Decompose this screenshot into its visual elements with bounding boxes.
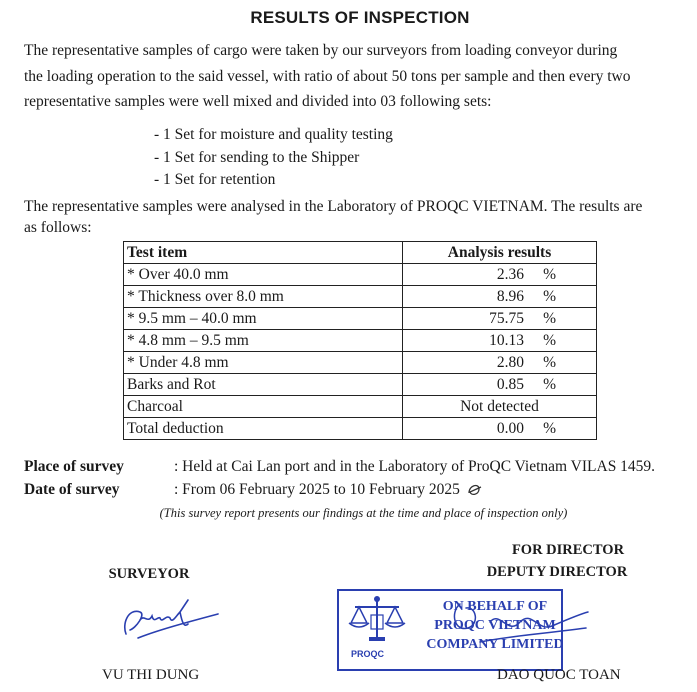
intro-line-3: representative samples were well mixed and divided into 03 following sets: [24,93,492,110]
table-row [124,352,597,374]
place-value: : Held at Cai Lan port and in the Laboratory of ProQC Vietnam VILAS 1459. [174,458,656,475]
table-row [124,308,597,330]
director-name: DAO QUOC TOAN [497,667,621,683]
surveyor-name: VU THI DUNG [102,667,200,683]
table-header-row [124,242,597,264]
row-value: 2.80 [496,354,524,371]
initial-mark-icon [466,481,484,499]
row-result [403,264,597,286]
surveyor-title: SURVEYOR [108,566,190,582]
set-item: - 1 Set for moisture and quality testing [154,126,393,143]
row-value: 75.75 [489,310,524,327]
set-item: - 1 Set for sending to the Shipper [154,148,360,166]
date-value: : From 06 February 2025 to 10 February 2025 [174,481,460,498]
row-item: Charcoal [124,396,403,418]
header-analysis-results: Analysis results [403,242,597,264]
stamp-line-1: ON BEHALF OF [442,599,548,614]
row-value: 0.00 [496,420,524,437]
row-result-text: Not detected [403,396,597,418]
row-unit: % [543,266,556,283]
table-row [124,286,597,308]
place-of-survey [24,456,655,478]
row-unit: % [543,354,556,371]
row-value: 0.85 [496,376,524,393]
date-label: Date of survey [24,481,120,498]
row-result [403,330,597,352]
for-director-title: FOR DIRECTOR [511,542,625,558]
table-row [124,374,597,396]
deputy-director-title: DEPUTY DIRECTOR [486,564,628,580]
survey-note: (This survey report presents our findings at the time and place of inspection only) [159,506,568,520]
row-item: Barks and Rot [124,374,403,396]
row-item: * Thickness over 8.0 mm [124,286,403,308]
row-item: Total deduction [124,418,403,440]
row-unit: % [543,288,556,305]
row-item: * Over 40.0 mm [124,264,403,286]
row-unit: % [543,332,556,349]
place-label: Place of survey [24,458,124,475]
stamp-logo-label: PROQC [351,649,385,659]
row-value: 2.36 [496,266,524,283]
sets-list [154,124,393,192]
page-title: RESULTS OF INSPECTION [250,8,470,27]
surveyor-signature [118,594,228,644]
row-result [403,352,597,374]
row-unit: % [543,310,556,327]
table-row [124,330,597,352]
row-result [403,374,597,396]
intro-line-2: the loading operation to the said vessel, with ratio of about 50 tons per sample and then every two [24,68,631,85]
row-item: * 9.5 mm – 40.0 mm [124,308,403,330]
row-value: 8.96 [496,288,524,305]
stamp-line-3: COMPANY LIMITED [426,637,564,652]
table-row [124,396,597,418]
results-table [123,241,597,440]
stamp-line-2: PROQC VIETNAM [434,618,556,633]
analysis-line-2: as follows: [24,219,92,236]
set-item: - 1 Set for retention [154,171,276,188]
table-row [124,264,597,286]
director-signature [420,592,590,652]
row-result [403,286,597,308]
row-value: 10.13 [489,332,524,349]
date-of-survey [24,479,484,501]
row-result [403,418,597,440]
table-row [124,418,597,440]
intro-line-1: The representative samples of cargo were taken by our surveyors from loading conveyor during [24,42,618,59]
row-item: * Under 4.8 mm [124,352,403,374]
analysis-line-1: The representative samples were analysed in the Laboratory of PROQC VIETNAM. The results are [24,198,643,215]
header-test-item: Test item [124,242,403,264]
row-unit: % [543,376,556,393]
row-item: * 4.8 mm – 9.5 mm [124,330,403,352]
scales-logo-icon [347,593,407,651]
row-unit: % [543,420,556,437]
row-result [403,308,597,330]
